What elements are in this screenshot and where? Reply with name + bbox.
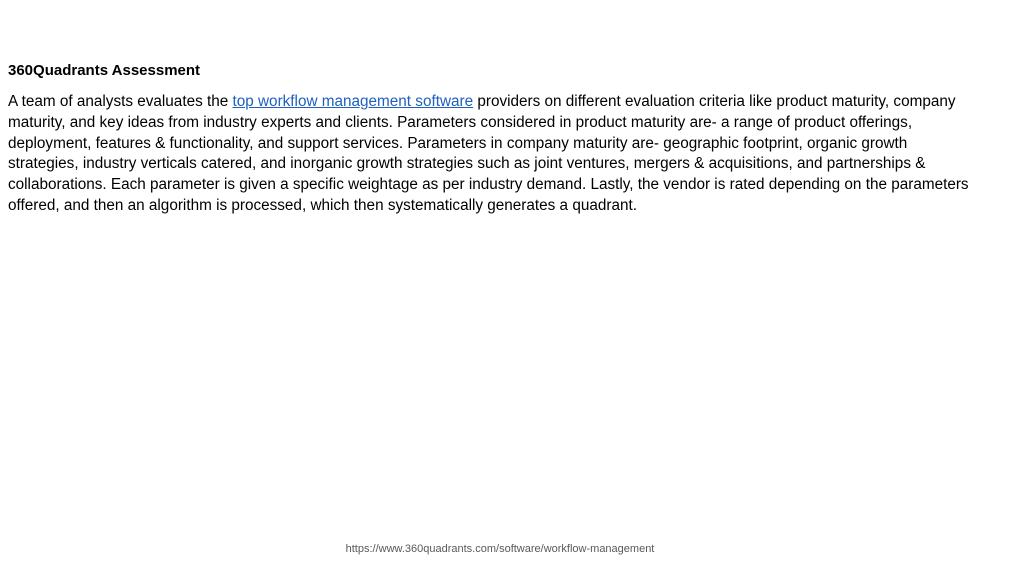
- paragraph-text-after-link: providers on different evaluation criteria like product maturity, company maturity, and key ideas from industry experts and clients. Parameters considered in product maturity are- a range of product offerings, deployment, features & functionality, and support services. Parameters in company maturity are- geographic footprint, organic growth strategies, industry verticals catered, and inorganic growth strategies such as joint ventures, mergers & acquisitions, and partnerships & collaborations. Each parameter is given a specific weightage as per industry demand. Lastly, the vendor is rated depending on the parameters offered, and then an algorithm is processed, which then systematically generates a quadrant.: [8, 93, 969, 214]
- assessment-section: [8, 61, 973, 217]
- workflow-software-link[interactable]: top workflow management software: [232, 93, 474, 110]
- section-heading: 360Quadrants Assessment: [8, 62, 201, 79]
- assessment-paragraph: [8, 92, 973, 217]
- footer-url: https://www.360quadrants.com/software/workflow-management: [345, 543, 655, 555]
- paragraph-text-before-link: A team of analysts evaluates the: [8, 93, 233, 110]
